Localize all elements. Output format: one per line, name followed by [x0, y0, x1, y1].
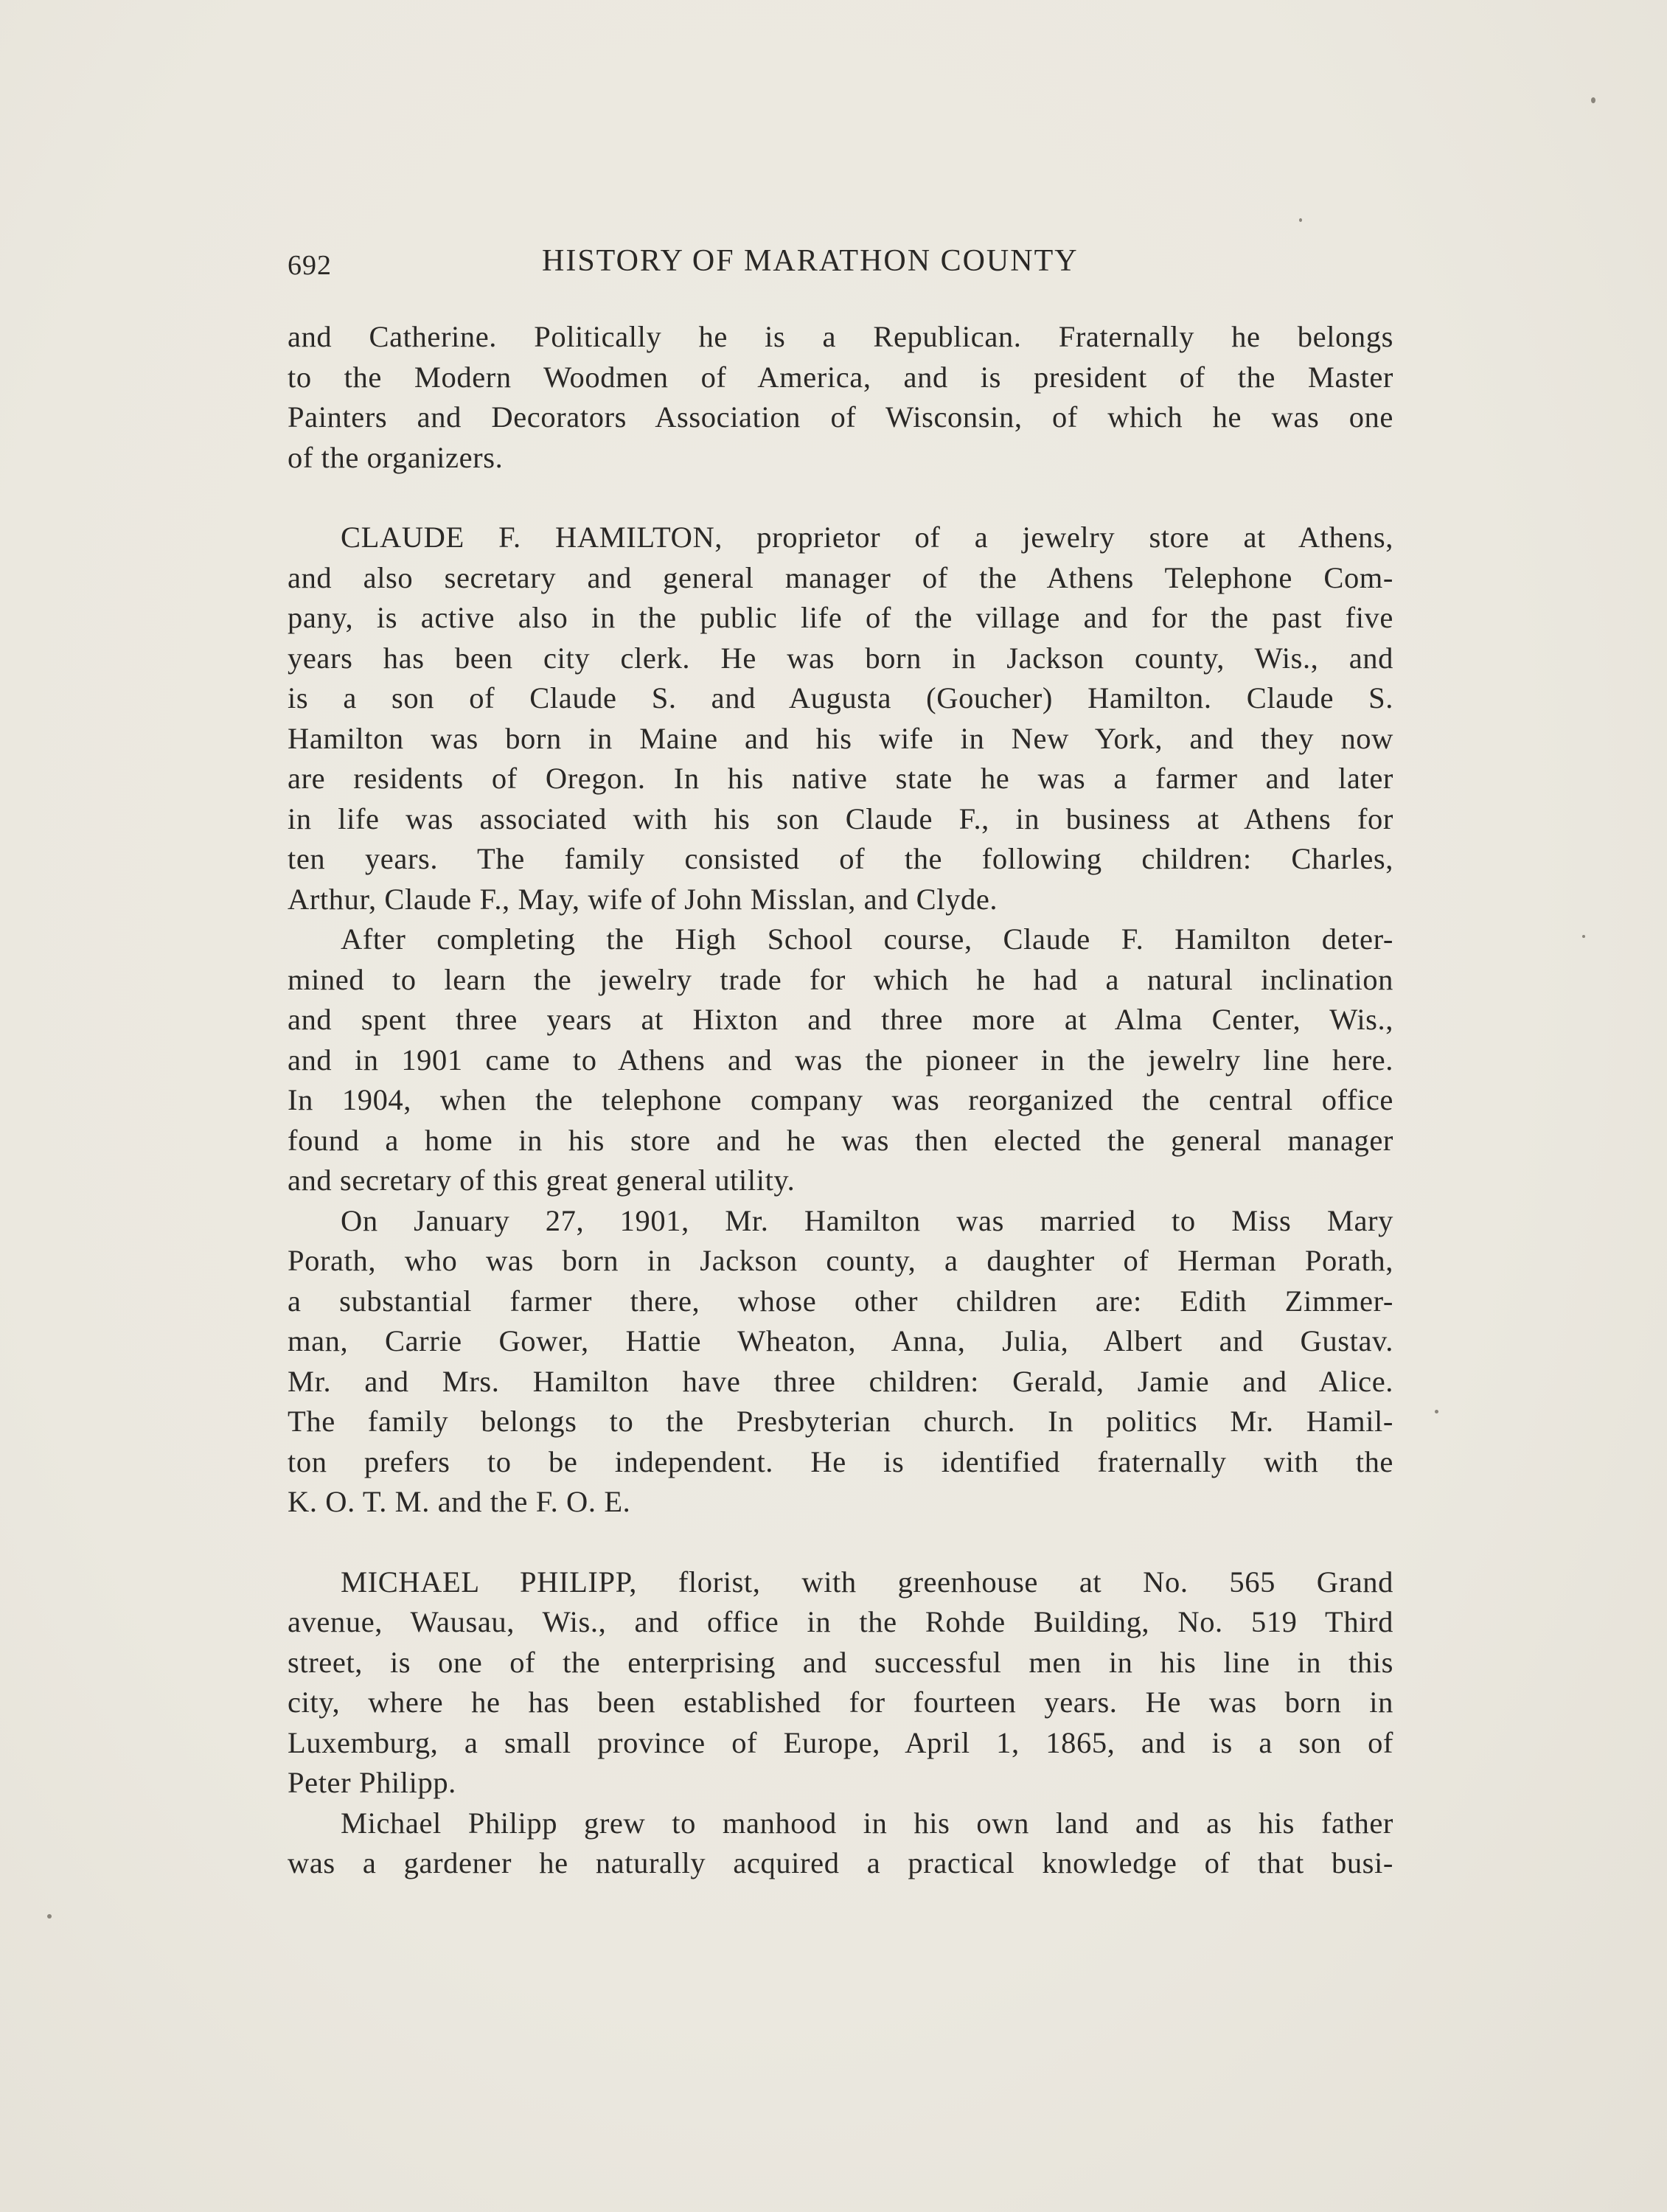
paragraph — [288, 1804, 1393, 1884]
text-line: ton prefers to be independent. He is identified fraternally with the — [288, 1444, 1393, 1478]
text-line: and Catherine. Politically he is a Republican. Fraternally he belongs — [288, 320, 1393, 353]
body-text — [288, 317, 1393, 1884]
text-line: and also secretary and general manager of the Athens Telephone Com- — [288, 560, 1393, 594]
text-line: Painters and Decorators Association of Wisconsin, of which he was one — [288, 400, 1393, 434]
text-line: was a gardener he naturally acquired a practical knowledge of that busi- — [288, 1846, 1393, 1879]
text-line: Michael Philipp grew to manhood in his own land and as his father — [341, 1806, 1393, 1840]
text-line: Peter Philipp. — [288, 1766, 456, 1799]
text-line: years has been city clerk. He was born in Jackson county, Wis., and — [288, 641, 1393, 675]
text-line: in life was associated with his son Claude F., in business at Athens for — [288, 801, 1393, 835]
text-line: pany, is active also in the public life of the village and for the past five — [288, 601, 1393, 634]
text-line: to the Modern Woodmen of America, and is president of the Master — [288, 360, 1393, 394]
text-line: a substantial farmer there, whose other children are: Edith Zimmer- — [288, 1284, 1393, 1318]
paragraph — [288, 919, 1393, 1201]
page-header — [288, 243, 1393, 288]
text-line: CLAUDE F. HAMILTON, proprietor of a jewelry store at Athens, — [341, 521, 1393, 554]
paper-speck — [1582, 935, 1585, 938]
text-line: Arthur, Claude F., May, wife of John Misslan, and Clyde. — [288, 882, 998, 916]
text-line: ten years. The family consisted of the following children: Charles, — [288, 842, 1393, 875]
text-line: After completing the High School course, Claude F. Hamilton deter- — [341, 922, 1393, 956]
text-line: In 1904, when the telephone company was reorganized the central office — [288, 1083, 1393, 1116]
text-line: K. O. T. M. and the F. O. E. — [288, 1485, 631, 1518]
text-line: avenue, Wausau, Wis., and office in the Rohde Building, No. 519 Third — [288, 1605, 1393, 1638]
text-line: mined to learn the jewelry trade for which he had a natural inclination — [288, 962, 1393, 996]
text-line: On January 27, 1901, Mr. Hamilton was married to Miss Mary — [341, 1203, 1393, 1237]
text-line: of the organizers. — [288, 440, 504, 474]
paper-speck — [1435, 1410, 1438, 1413]
biography-michael-philipp — [288, 1562, 1393, 1804]
text-line: Porath, who was born in Jackson county, a daughter of Herman Porath, — [288, 1244, 1393, 1277]
text-line: found a home in his store and he was then elected the general manager — [288, 1123, 1393, 1157]
text-line: and spent three years at Hixton and three more at Alma Center, Wis., — [288, 1003, 1393, 1036]
paper-speck — [47, 1914, 52, 1919]
page-number: 692 — [288, 250, 332, 281]
text-line: The family belongs to the Presbyterian church. In politics Mr. Hamil- — [288, 1405, 1393, 1438]
text-line: Mr. and Mrs. Hamilton have three children: Gerald, Jamie and Alice. — [288, 1364, 1393, 1398]
text-line: Luxemburg, a small province of Europe, April 1, 1865, and is a son of — [288, 1725, 1393, 1759]
biography-claude-hamilton — [288, 518, 1393, 919]
text-line: Hamilton was born in Maine and his wife in New York, and they now — [288, 721, 1393, 755]
section-gap — [288, 1523, 1393, 1562]
text-line: and secretary of this great general utility. — [288, 1164, 796, 1197]
paper-speck — [1591, 97, 1595, 103]
paper-speck — [1299, 218, 1302, 222]
section-gap — [288, 478, 1393, 518]
paragraph — [288, 1201, 1393, 1523]
text-line: are residents of Oregon. In his native state he was a farmer and later — [288, 762, 1393, 795]
text-line: city, where he has been established for fourteen years. He was born in — [288, 1686, 1393, 1719]
text-line: MICHAEL PHILIPP, florist, with greenhouse at No. 565 Grand — [341, 1565, 1393, 1599]
text-line: and in 1901 came to Athens and was the pioneer in the jewelry line here. — [288, 1043, 1393, 1077]
paragraph-continuation — [288, 317, 1393, 478]
text-line: street, is one of the enterprising and successful men in his line in this — [288, 1645, 1393, 1679]
text-line: is a son of Claude S. and Augusta (Goucher) Hamilton. Claude S. — [288, 681, 1393, 714]
running-title: HISTORY OF MARATHON COUNTY — [542, 244, 1079, 278]
text-line: man, Carrie Gower, Hattie Wheaton, Anna, Julia, Albert and Gustav. — [288, 1324, 1393, 1357]
